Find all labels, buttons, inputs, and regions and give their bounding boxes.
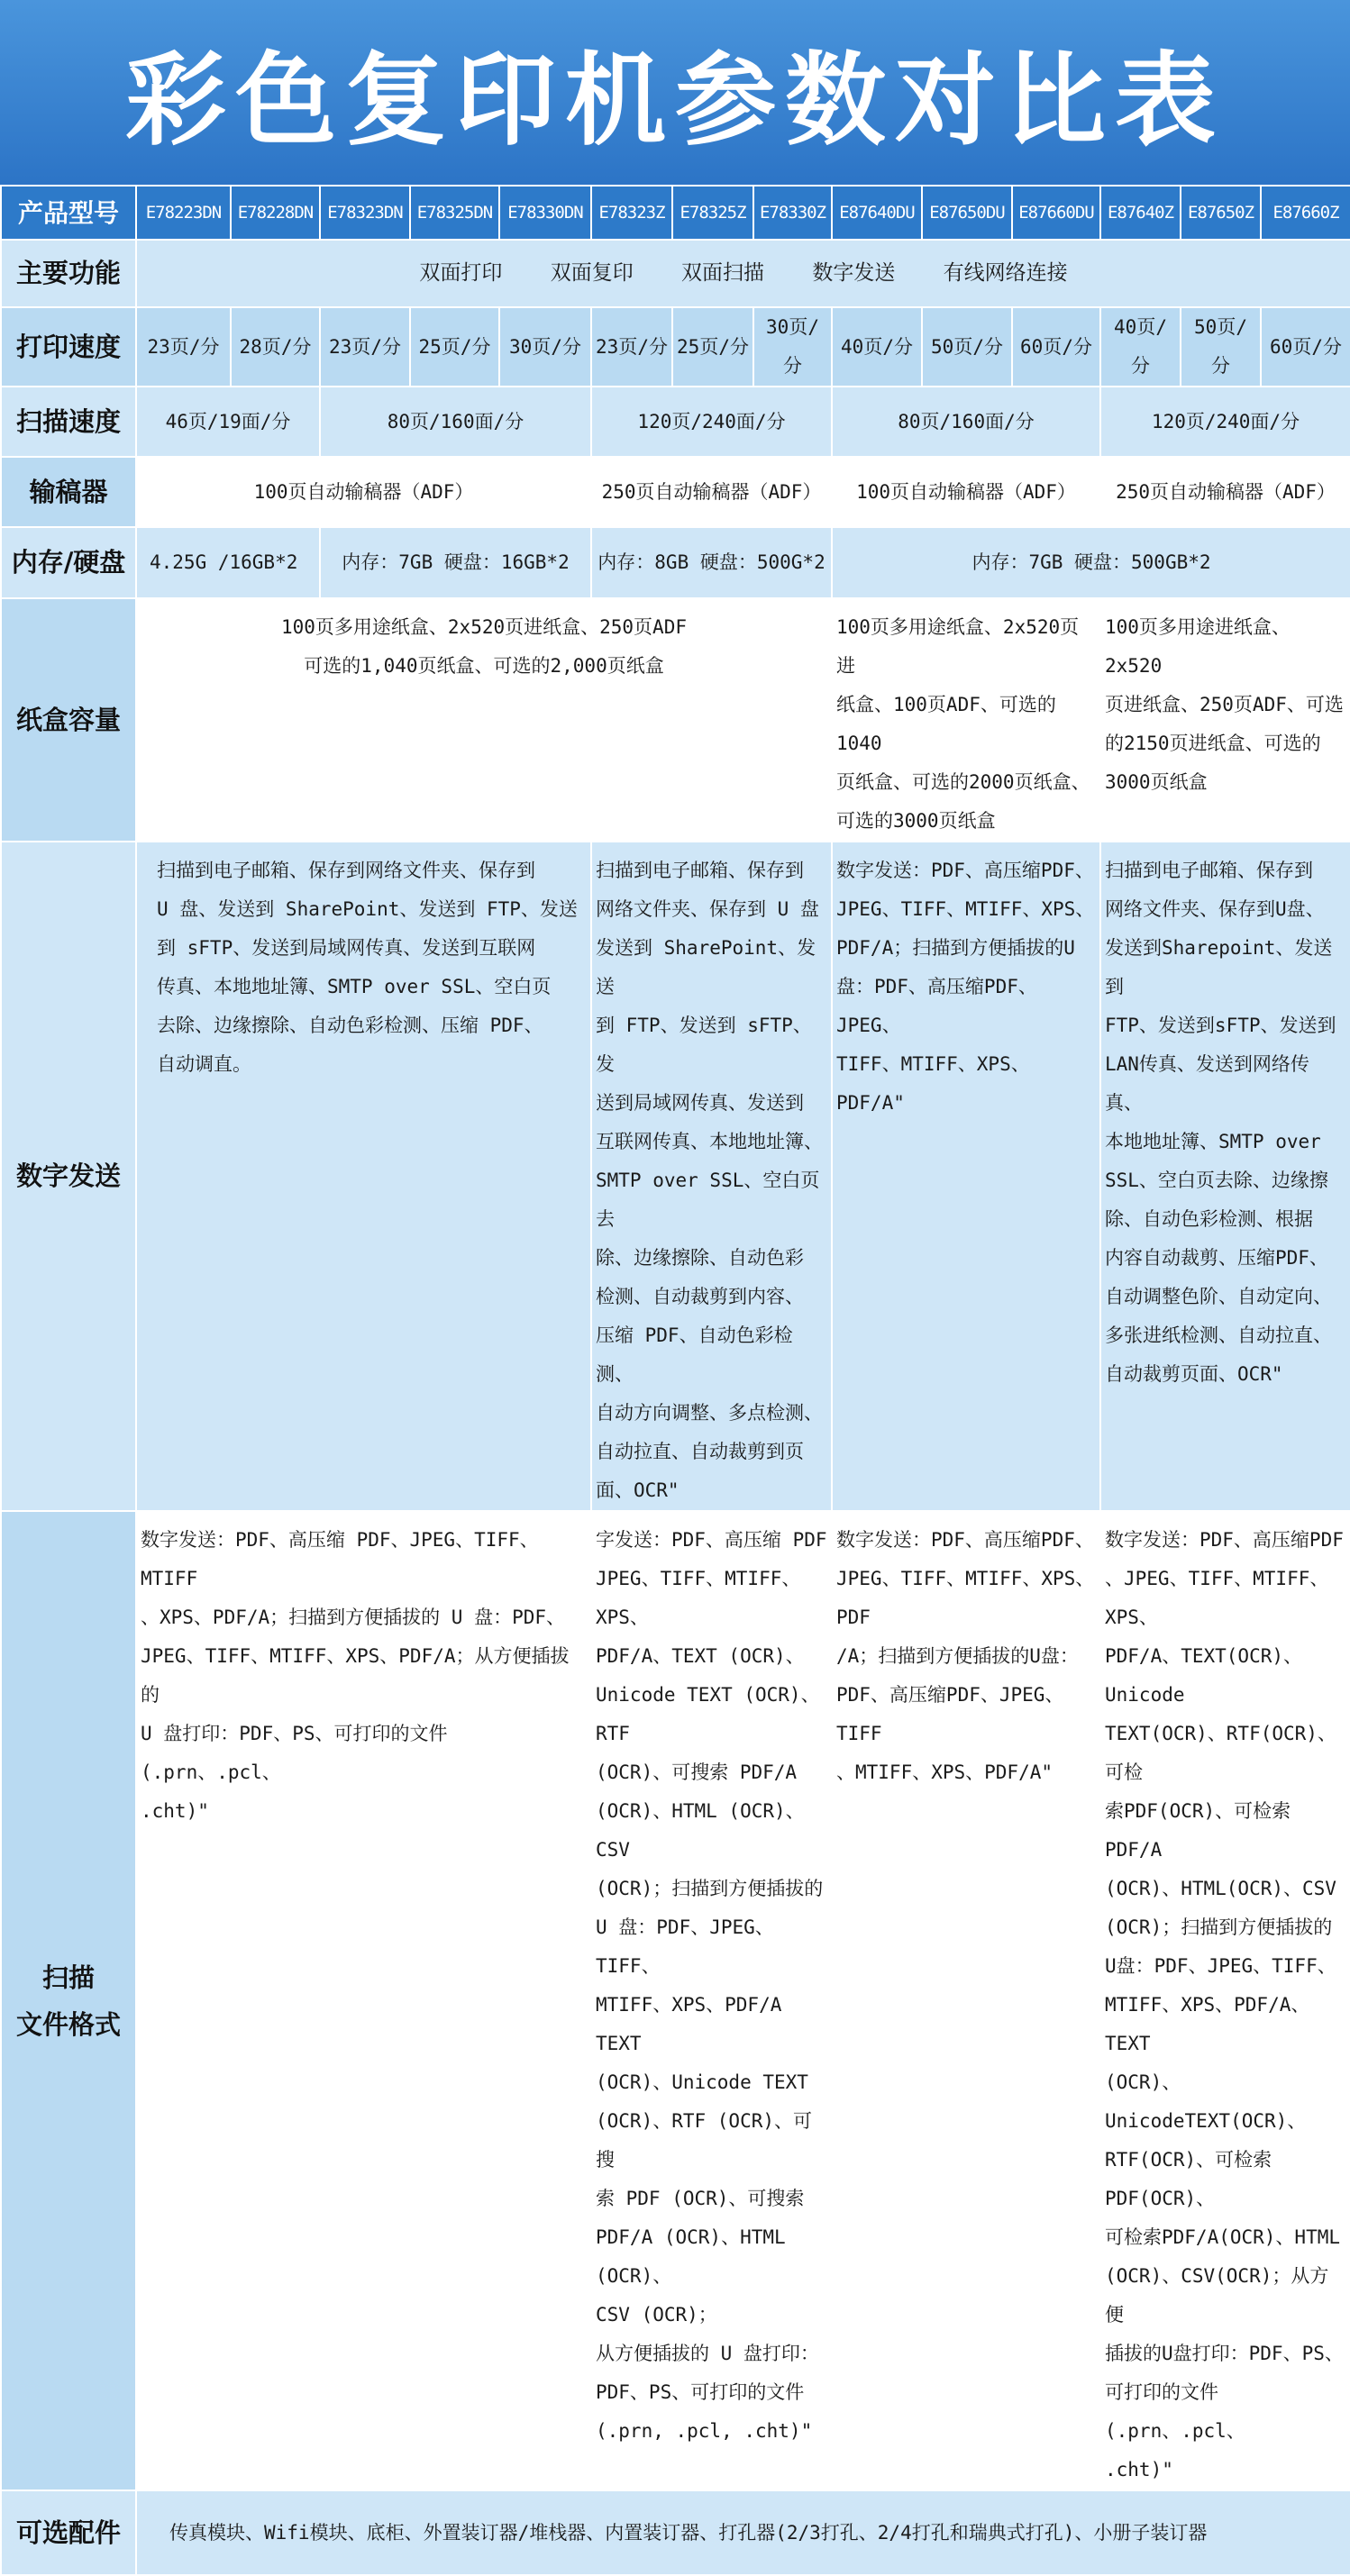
- cell-line: (OCR)、HTML(OCR)、CSV: [1105, 1878, 1336, 1899]
- row-adf: [1, 457, 1350, 527]
- adf-cell: 250页自动输稿器（ADF）: [591, 457, 832, 527]
- cell-line: 自动裁剪页面、OCR": [1105, 1363, 1283, 1385]
- digital-send-cell: [832, 842, 1100, 1511]
- print-speed-cell: 28页/分: [231, 307, 320, 387]
- cell-line: Unicode TEXT (OCR)、RTF: [596, 1684, 820, 1744]
- print-speed-cell: 25页/分: [410, 307, 499, 387]
- cell-line: 索 PDF (OCR)、可搜索: [596, 2188, 805, 2209]
- scan-speed-cell: 46页/19面/分: [136, 387, 320, 457]
- cell-line: TEXT(OCR)、RTF(OCR)、可检: [1105, 1723, 1336, 1783]
- row-scan-speed: [1, 387, 1350, 457]
- cell-line: 自动方向调整、多点检测、: [596, 1402, 823, 1424]
- memory-cell: 4.25G /16GB*2: [136, 527, 320, 598]
- model-cell: E78228DN: [231, 186, 320, 240]
- cell-line: (OCR)、Unicode TEXT: [596, 2071, 808, 2093]
- row-label-line: 扫描: [41, 1962, 95, 1993]
- cell-line: 数字发送：PDF、高压缩PDF、: [836, 1529, 1094, 1551]
- cell-line: (OCR)、HTML (OCR)、CSV: [596, 1800, 805, 1861]
- model-cell: E78323DN: [320, 186, 410, 240]
- spec-table: [0, 185, 1350, 2576]
- cell-line: 自动调直。: [157, 1053, 251, 1075]
- cell-line: (.prn, .pcl, .cht)": [596, 2420, 813, 2442]
- row-label: 扫描速度: [1, 387, 136, 457]
- model-row: [1, 186, 1350, 240]
- cell-line: (OCR)；扫描到方便插拔的: [596, 1878, 824, 1899]
- scan-speed-cell: 120页/240面/分: [591, 387, 832, 457]
- cell-line: 网络文件夹、保存到 U 盘: [596, 898, 819, 920]
- cell-line: FTP、发送到sFTP、发送到: [1105, 1015, 1336, 1036]
- model-cell: E87660Z: [1261, 186, 1350, 240]
- cell-line: PDF、PS、可打印的文件: [596, 2381, 805, 2403]
- cell-line: 数字发送：PDF、高压缩PDF、: [836, 860, 1094, 881]
- accessories-cell: 传真模块、Wifi模块、底柜、外置装订器/堆栈器、内置装订器、打孔器(2/3打孔、2/4打孔和瑞典式打孔)、小册子装订器: [136, 2490, 1350, 2575]
- cell-line: 发送到 SharePoint、发送: [596, 937, 816, 997]
- digital-send-cell: [591, 842, 832, 1511]
- cell-line: JPEG、TIFF、MTIFF、XPS、PDF: [836, 1568, 1095, 1628]
- cell-line: LAN传真、发送到网络传真、: [1105, 1053, 1309, 1114]
- cell-line: 页进纸盒、250页ADF、可选: [1105, 694, 1344, 715]
- cell-line: 自动拉直、自动裁剪到页: [596, 1441, 804, 1462]
- row-label: 内存/硬盘: [1, 527, 136, 598]
- cell-line: 可检索PDF/A(OCR)、HTML: [1105, 2226, 1341, 2248]
- cell-line: 100页多用途纸盒、2x520页进纸盒、250页ADF: [280, 616, 687, 638]
- cell-line: /A；扫描到方便插拔的U盘：: [836, 1645, 1079, 1667]
- cell-line: 扫描到电子邮箱、保存到: [1105, 860, 1313, 881]
- adf-cell: 100页自动输稿器（ADF）: [136, 457, 591, 527]
- cell-line: 字发送：PDF、高压缩 PDF: [596, 1529, 827, 1551]
- model-cell: E78223DN: [136, 186, 231, 240]
- cell-line: PDF/A；扫描到方便插拔的U: [836, 937, 1075, 959]
- model-cell: E87640Z: [1100, 186, 1181, 240]
- cell-line: PDF/A、TEXT (OCR)、: [596, 1645, 805, 1667]
- cell-line: 互联网传真、本地地址簿、: [596, 1131, 823, 1152]
- cell-line: (OCR)、UnicodeTEXT(OCR)、: [1105, 2071, 1307, 2132]
- cell-line: 从方便插拔的 U 盘打印：: [596, 2343, 819, 2364]
- cell-line: 本地地址簿、SMTP over: [1105, 1131, 1321, 1152]
- row-label: 数字发送: [1, 842, 136, 1511]
- cell-line: 、XPS、PDF/A；扫描到方便插拔的 U 盘：PDF、: [141, 1607, 566, 1628]
- row-scan-format: [1, 1511, 1350, 2490]
- print-speed-cell: 23页/分: [320, 307, 410, 387]
- cell-line: 到 FTP、发送到 sFTP、发: [596, 1015, 812, 1075]
- model-cell: E87650DU: [922, 186, 1012, 240]
- cell-line: .cht)": [1105, 2459, 1173, 2480]
- cell-line: 数字发送：PDF、高压缩 PDF、JPEG、TIFF、MTIFF: [141, 1529, 539, 1589]
- cell-line: 除、自动色彩检测、根据: [1105, 1208, 1313, 1230]
- print-speed-cell: 30页/分: [753, 307, 832, 387]
- print-speed-cell: 60页/分: [1261, 307, 1350, 387]
- cell-line: 数字发送：PDF、高压缩PDF: [1105, 1529, 1344, 1551]
- print-speed-cell: 50页/分: [922, 307, 1012, 387]
- row-label: [1, 1511, 136, 2490]
- cell-line: 自动调整色阶、自动定向、: [1105, 1286, 1332, 1307]
- cell-line: 扫描到电子邮箱、保存到网络文件夹、保存到: [157, 860, 535, 881]
- memory-cell: 内存：7GB 硬盘：500GB*2: [832, 527, 1350, 598]
- cell-line: 、MTIFF、XPS、PDF/A": [836, 1761, 1054, 1783]
- row-label: 主要功能: [1, 240, 136, 307]
- cell-line: 送到局域网传真、发送到: [596, 1092, 804, 1114]
- scan-speed-cell: 80页/160面/分: [320, 387, 591, 457]
- model-cell: E78330DN: [499, 186, 591, 240]
- memory-cell: 内存：7GB 硬盘：16GB*2: [320, 527, 591, 598]
- scan-speed-cell: 80页/160面/分: [832, 387, 1100, 457]
- cell-line: 的2150页进纸盒、可选的: [1105, 733, 1321, 754]
- cell-line: 3000页纸盒: [1105, 771, 1208, 793]
- row-label: 输稿器: [1, 457, 136, 527]
- function-item: 双面打印: [419, 261, 503, 285]
- row-label: 纸盒容量: [1, 598, 136, 842]
- cell-line: JPEG、TIFF、MTIFF、XPS、: [596, 1568, 801, 1628]
- scan-format-cell: [1100, 1511, 1350, 2490]
- main-functions-cell: [136, 240, 1350, 307]
- cell-line: U 盘：PDF、JPEG、TIFF、: [596, 1916, 774, 1977]
- cell-line: PDF、高压缩PDF、JPEG、TIFF: [836, 1684, 1064, 1744]
- model-cell: E87640DU: [832, 186, 922, 240]
- scan-format-cell: [832, 1511, 1100, 2490]
- cell-line: (OCR)、CSV(OCR)；从方便: [1105, 2265, 1329, 2326]
- cell-line: JPEG、TIFF、MTIFF、XPS、PDF/A；从方便插拔的: [141, 1645, 570, 1706]
- cell-line: (OCR)；扫描到方便插拔的: [1105, 1916, 1333, 1938]
- row-main-functions: [1, 240, 1350, 307]
- row-label-line: 文件格式: [15, 2008, 121, 2040]
- cell-line: JPEG、TIFF、MTIFF、XPS、: [836, 898, 1095, 920]
- model-cell: E87660DU: [1012, 186, 1100, 240]
- function-item: 数字发送: [812, 261, 896, 285]
- cell-line: 盘：PDF、高压缩PDF、JPEG、: [836, 976, 1037, 1036]
- print-speed-cell: 23页/分: [136, 307, 231, 387]
- cell-line: 去除、边缘擦除、自动色彩检测、压缩 PDF、: [157, 1015, 543, 1036]
- cell-line: MTIFF、XPS、PDF/A、TEXT: [1105, 1994, 1310, 2054]
- cell-line: 100页多用途纸盒、2x520页进: [836, 616, 1080, 677]
- row-print-speed: [1, 307, 1350, 387]
- cell-line: SMTP over SSL、空白页去: [596, 1170, 820, 1230]
- cell-line: (OCR)、RTF (OCR)、可搜: [596, 2110, 813, 2171]
- cell-line: 、JPEG、TIFF、MTIFF、XPS、: [1105, 1568, 1329, 1628]
- cell-line: 插拔的U盘打印：PDF、PS、: [1105, 2343, 1344, 2364]
- cell-line: 100页多用途进纸盒、2x520: [1105, 616, 1291, 677]
- cell-line: 发送到Sharepoint、发送到: [1105, 937, 1333, 997]
- model-cell: E78325DN: [410, 186, 499, 240]
- print-speed-cell: 60页/分: [1012, 307, 1100, 387]
- cell-line: 压缩 PDF、自动色彩检测、: [596, 1324, 793, 1385]
- cell-line: U 盘打印：PDF、PS、可打印的文件 (.prn、.pcl、: [141, 1723, 448, 1783]
- scan-speed-cell: 120页/240面/分: [1100, 387, 1350, 457]
- cell-line: 网络文件夹、保存到U盘、: [1105, 898, 1325, 920]
- adf-cell: 100页自动输稿器（ADF）: [832, 457, 1100, 527]
- cell-line: .cht)": [141, 1800, 209, 1822]
- print-speed-cell: 23页/分: [591, 307, 672, 387]
- row-accessories: [1, 2490, 1350, 2575]
- cell-line: U盘：PDF、JPEG、TIFF、: [1105, 1955, 1336, 1977]
- row-label: 打印速度: [1, 307, 136, 387]
- print-speed-cell: 25页/分: [672, 307, 753, 387]
- cell-line: 可打印的文件(.prn、.pcl、: [1105, 2381, 1245, 2442]
- function-item: 双面扫描: [681, 261, 764, 285]
- cell-line: PDF/A、TEXT(OCR)、Unicode: [1105, 1645, 1303, 1706]
- print-speed-cell: 30页/分: [499, 307, 591, 387]
- print-speed-cell: 40页/分: [832, 307, 922, 387]
- header-label: 产品型号: [1, 186, 136, 240]
- page-title: 彩色复印机参数对比表: [125, 42, 1225, 159]
- scan-format-cell: [591, 1511, 832, 2490]
- paper-cell: [832, 598, 1100, 842]
- model-cell: E87650Z: [1181, 186, 1261, 240]
- cell-line: U 盘、发送到 SharePoint、发送到 FTP、发送: [157, 898, 578, 920]
- paper-cell: [136, 598, 832, 842]
- cell-line: 到 sFTP、发送到局域网传真、发送到互联网: [157, 937, 536, 959]
- function-item: 有线网络连接: [943, 261, 1068, 285]
- cell-line: 可选的1,040页纸盒、可选的2,000页纸盒: [304, 655, 664, 677]
- model-cell: E78323Z: [591, 186, 672, 240]
- adf-cell: 250页自动输稿器（ADF）: [1100, 457, 1350, 527]
- cell-line: 除、边缘擦除、自动色彩: [596, 1247, 804, 1269]
- cell-line: (OCR)、可搜索 PDF/A: [596, 1761, 798, 1783]
- digital-send-cell: [1100, 842, 1350, 1511]
- scan-format-cell: [136, 1511, 591, 2490]
- cell-line: 纸盒、100页ADF、可选的1040: [836, 694, 1056, 754]
- cell-line: SSL、空白页去除、边缘擦: [1105, 1170, 1328, 1191]
- print-speed-cell: 40页/分: [1100, 307, 1181, 387]
- cell-line: 检测、自动裁剪到内容、: [596, 1286, 804, 1307]
- cell-line: 页纸盒、可选的2000页纸盒、: [836, 771, 1090, 793]
- cell-line: 索PDF(OCR)、可检索PDF/A: [1105, 1800, 1291, 1861]
- cell-line: 可选的3000页纸盒: [836, 810, 996, 832]
- row-memory: [1, 527, 1350, 598]
- function-item: 双面复印: [550, 261, 634, 285]
- row-digital-send: [1, 842, 1350, 1511]
- model-cell: E78325Z: [672, 186, 753, 240]
- print-speed-cell: 50页/分: [1181, 307, 1261, 387]
- digital-send-cell: [136, 842, 591, 1511]
- cell-line: PDF/A (OCR)、HTML (OCR)、: [596, 2226, 786, 2287]
- cell-line: 扫描到电子邮箱、保存到: [596, 860, 804, 881]
- cell-line: 传真、本地地址簿、SMTP over SSL、空白页: [157, 976, 552, 997]
- cell-line: RTF(OCR)、可检索PDF(OCR)、: [1105, 2149, 1272, 2209]
- cell-line: 多张进纸检测、自动拉直、: [1105, 1324, 1332, 1346]
- row-label: 可选配件: [1, 2490, 136, 2575]
- cell-line: TIFF、MTIFF、XPS、PDF/A": [836, 1053, 1030, 1114]
- cell-line: 面、OCR": [596, 1479, 680, 1501]
- model-cell: E78330Z: [753, 186, 832, 240]
- cell-line: CSV (OCR)；: [596, 2304, 717, 2326]
- paper-cell: [1100, 598, 1350, 842]
- cell-line: MTIFF、XPS、PDF/A TEXT: [596, 1994, 782, 2054]
- row-paper: [1, 598, 1350, 842]
- memory-cell: 内存：8GB 硬盘：500G*2: [591, 527, 832, 598]
- cell-line: 内容自动裁剪、压缩PDF、: [1105, 1247, 1328, 1269]
